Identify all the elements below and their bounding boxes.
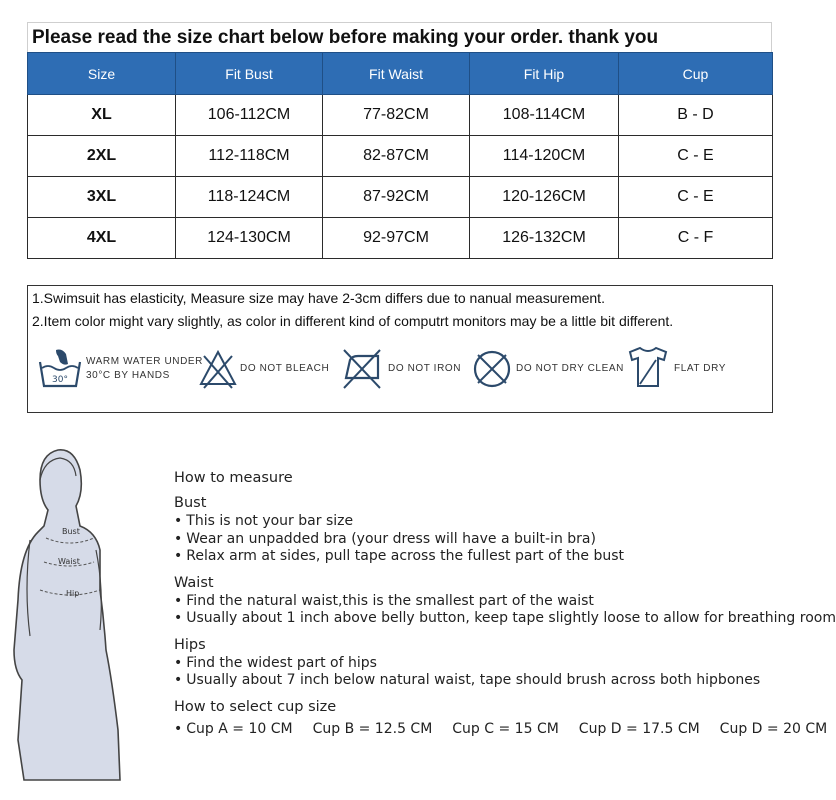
- table-row: [28, 218, 773, 259]
- size-cell: 4XL: [28, 218, 176, 259]
- table-row: [28, 95, 773, 136]
- size-cell: 2XL: [28, 136, 176, 177]
- no-dry-clean-icon: [470, 346, 514, 392]
- care-hand-wash: [36, 346, 206, 392]
- cup-cell: C - F: [619, 218, 773, 259]
- list-item: • Find the natural waist,this is the smallest part of the waist: [174, 593, 794, 611]
- figure-hip-label: Hip: [66, 589, 80, 598]
- hand-wash-icon: [36, 346, 84, 392]
- list-item: • Wear an unpadded bra (your dress will have a built-in bra): [174, 531, 794, 549]
- cup-size-item: Cup D = 17.5 CM: [578, 720, 700, 737]
- waist-cell: 82-87CM: [323, 136, 470, 177]
- page-heading: Please read the size chart below before making your order. thank you: [27, 22, 772, 52]
- cup-size-item: • Cup A = 10 CM: [174, 719, 293, 739]
- table-header-row: [28, 53, 773, 95]
- no-iron-icon: [340, 346, 384, 392]
- no-bleach-label: DO NOT BLEACH: [240, 363, 330, 374]
- hip-cell: 108-114CM: [470, 95, 619, 136]
- waist-title: Waist: [174, 574, 214, 591]
- size-cell: XL: [28, 95, 176, 136]
- bust-cell: 124-130CM: [176, 218, 323, 259]
- notes-box: [27, 285, 773, 413]
- care-no-iron: [340, 346, 480, 392]
- bust-cell: 106-112CM: [176, 95, 323, 136]
- header-fit-waist: Fit Waist: [323, 53, 470, 95]
- list-item: • Find the widest part of hips: [174, 655, 794, 673]
- cup-size-title: How to select cup size: [174, 698, 337, 715]
- waist-cell: 77-82CM: [323, 95, 470, 136]
- care-no-bleach: [198, 346, 338, 392]
- header-fit-hip: Fit Hip: [470, 53, 619, 95]
- table-row: [28, 177, 773, 218]
- measure-instructions: [174, 468, 836, 739]
- cup-size-item: Cup B = 12.5 CM: [312, 720, 433, 737]
- no-iron-label: DO NOT IRON: [388, 363, 462, 374]
- care-no-dry-clean: [470, 346, 630, 392]
- waist-cell: 92-97CM: [323, 218, 470, 259]
- cup-cell: C - E: [619, 136, 773, 177]
- bust-cell: 112-118CM: [176, 136, 323, 177]
- note-elasticity: 1.Swimsuit has elasticity, Measure size may have 2-3cm differs due to nanual measurement.: [32, 290, 605, 306]
- waist-cell: 87-92CM: [323, 177, 470, 218]
- table-row: [28, 136, 773, 177]
- hip-cell: 126-132CM: [470, 218, 619, 259]
- flat-dry-icon: [626, 346, 670, 392]
- body-measurement-figure: [0, 440, 160, 780]
- list-item: • Relax arm at sides, pull tape across the fullest part of the bust: [174, 548, 794, 566]
- hips-title: Hips: [174, 636, 206, 653]
- bust-title: Bust: [174, 495, 207, 511]
- no-bleach-icon: [198, 346, 238, 392]
- hand-wash-label: [86, 346, 203, 392]
- bust-cell: 118-124CM: [176, 177, 323, 218]
- list-item: • This is not your bar size: [174, 513, 794, 531]
- how-to-measure-title: How to measure: [174, 470, 293, 486]
- hip-cell: 120-126CM: [470, 177, 619, 218]
- cup-cell: C - E: [619, 177, 773, 218]
- hip-cell: 114-120CM: [470, 136, 619, 177]
- note-color: 2.Item color might vary slightly, as color in different kind of computrt monitors may be a little bit different.: [32, 313, 674, 329]
- cup-size-item: Cup D = 20 CM: [719, 720, 828, 737]
- cup-size-item: Cup C = 15 CM: [452, 720, 559, 737]
- hand-wash-line2: 30°C BY HANDS: [86, 370, 170, 381]
- cup-cell: B - D: [619, 95, 773, 136]
- cup-size-row: [174, 719, 828, 739]
- wash-temp-text: 30°: [52, 375, 68, 385]
- size-chart-table: [27, 52, 773, 259]
- hand-wash-line1: WARM WATER UNDER: [86, 356, 203, 367]
- flat-dry-label: FLAT DRY: [674, 363, 727, 374]
- figure-bust-label: Bust: [62, 527, 80, 536]
- list-item: • Usually about 7 inch below natural waist, tape should brush across both hipbones: [174, 672, 794, 690]
- header-size: Size: [28, 53, 176, 95]
- header-cup: Cup: [619, 53, 773, 95]
- list-item: • Usually about 1 inch above belly button, keep tape slightly loose to allow for breathing room: [174, 610, 794, 628]
- figure-waist-label: Waist: [58, 557, 80, 566]
- size-cell: 3XL: [28, 177, 176, 218]
- no-dry-clean-label: DO NOT DRY CLEAN: [516, 363, 624, 374]
- header-fit-bust: Fit Bust: [176, 53, 323, 95]
- body-outline: [14, 450, 120, 780]
- care-flat-dry: [626, 346, 756, 392]
